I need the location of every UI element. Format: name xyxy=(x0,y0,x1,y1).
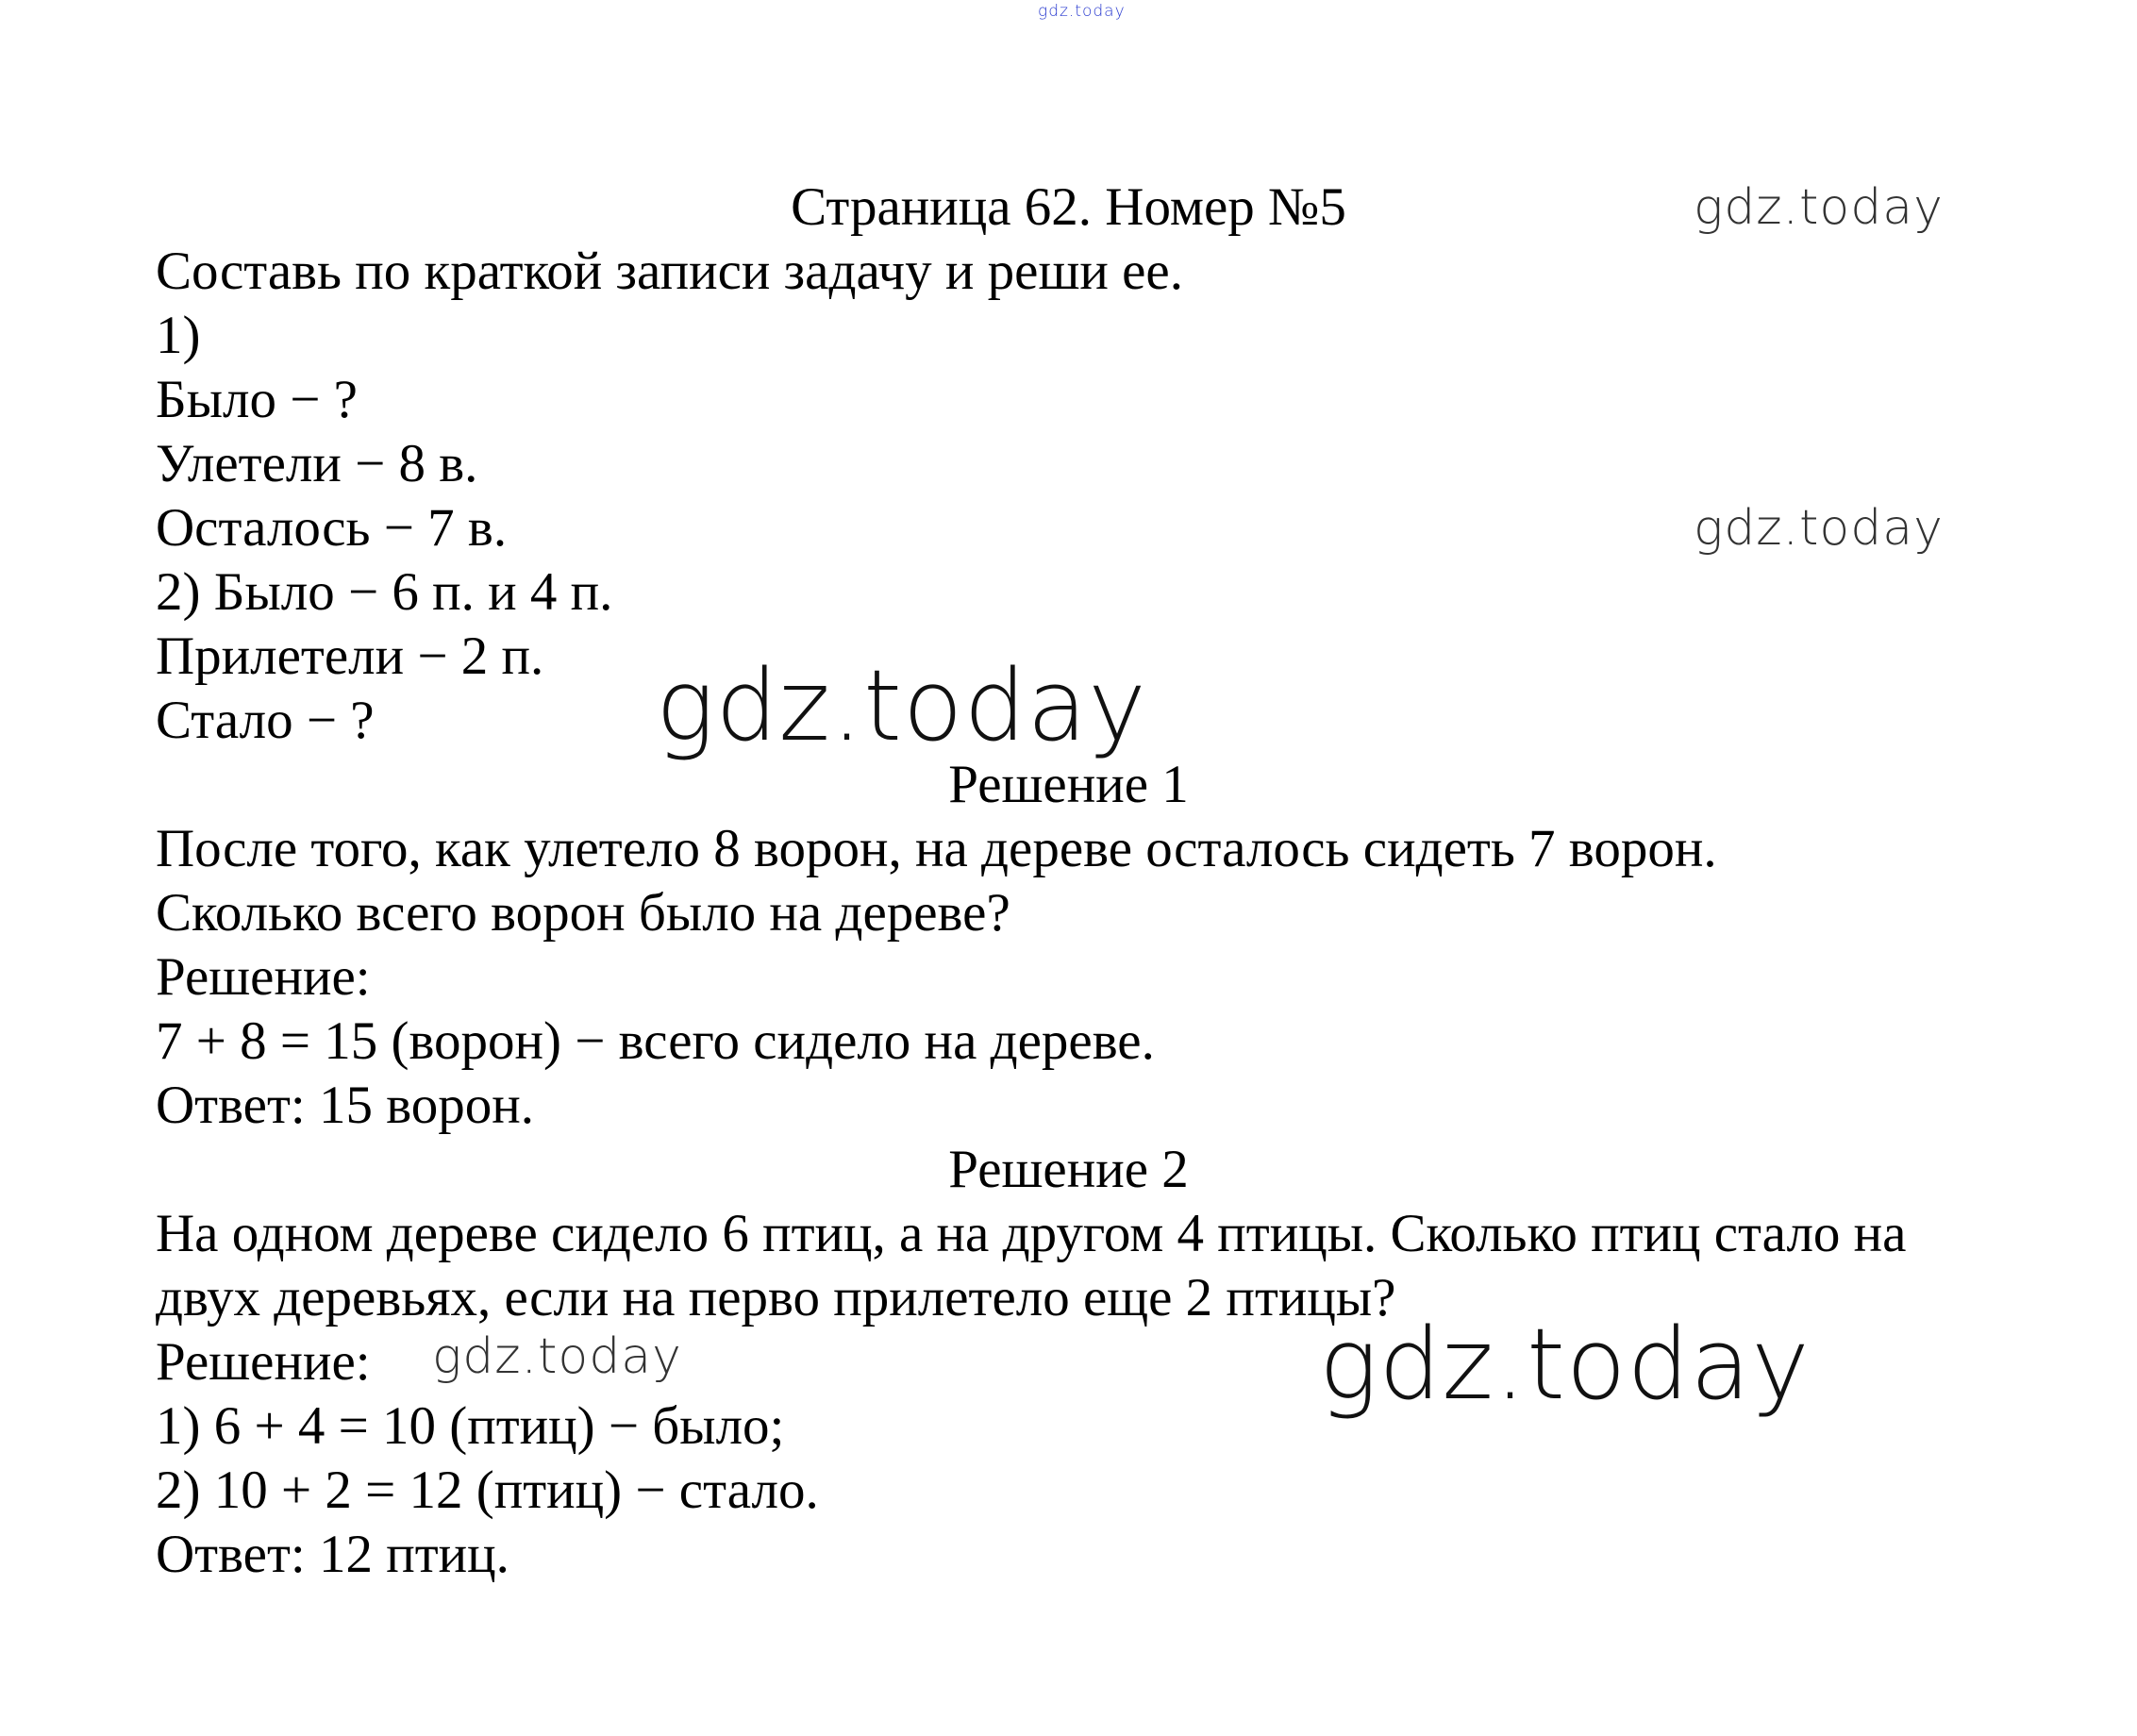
solution1-heading: Решение 1 xyxy=(948,755,1189,814)
solution1-answer: Ответ: 15 ворон. xyxy=(156,1076,534,1135)
watermark-right-1: gdz.today xyxy=(1694,179,1944,236)
part1-label: 1) xyxy=(156,306,201,365)
part1-line: Было − ? xyxy=(156,370,358,429)
solution2-answer: Ответ: 12 птиц. xyxy=(156,1525,509,1584)
solution2-heading: Решение 2 xyxy=(948,1140,1189,1199)
watermark-center-large: gdz.today xyxy=(656,648,1147,763)
watermark-bottom-large: gdz.today xyxy=(1319,1307,1811,1422)
part1-line: Осталось − 7 в. xyxy=(156,498,508,558)
watermark-top: gdz.today xyxy=(1038,2,1126,21)
page-title: Страница 62. Номер №5 xyxy=(791,177,1346,237)
part1-line: Улетели − 8 в. xyxy=(156,434,478,493)
solution2-step: 1) 6 + 4 = 10 (птиц) − было; xyxy=(156,1396,785,1456)
solution1-problem-line: Сколько всего ворон было на дереве? xyxy=(156,883,1010,943)
watermark-right-2: gdz.today xyxy=(1694,500,1944,557)
solution2-label: Решение: xyxy=(156,1332,371,1392)
watermark-solution-inline: gdz.today xyxy=(432,1328,682,1385)
solution1-label: Решение: xyxy=(156,947,371,1007)
part2-line: Прилетели − 2 п. xyxy=(156,626,544,686)
task-statement: Составь по краткой записи задачу и реши ее. xyxy=(156,242,1183,301)
solution2-problem-line: двух деревьях, если на перво прилетело еще 2 птицы? xyxy=(156,1268,1396,1327)
solution2-step: 2) 10 + 2 = 12 (птиц) − стало. xyxy=(156,1461,819,1520)
solution2-problem-line: На одном дереве сидело 6 птиц, а на другом 4 птицы. Сколько птиц стало на xyxy=(156,1204,1907,1263)
solution1-problem-line: После того, как улетело 8 ворон, на дереве осталось сидеть 7 ворон. xyxy=(156,819,1717,878)
part2-line: Стало − ? xyxy=(156,691,375,750)
part2-line: 2) Было − 6 п. и 4 п. xyxy=(156,562,613,622)
solution1-step: 7 + 8 = 15 (ворон) − всего сидело на дереве. xyxy=(156,1011,1155,1071)
